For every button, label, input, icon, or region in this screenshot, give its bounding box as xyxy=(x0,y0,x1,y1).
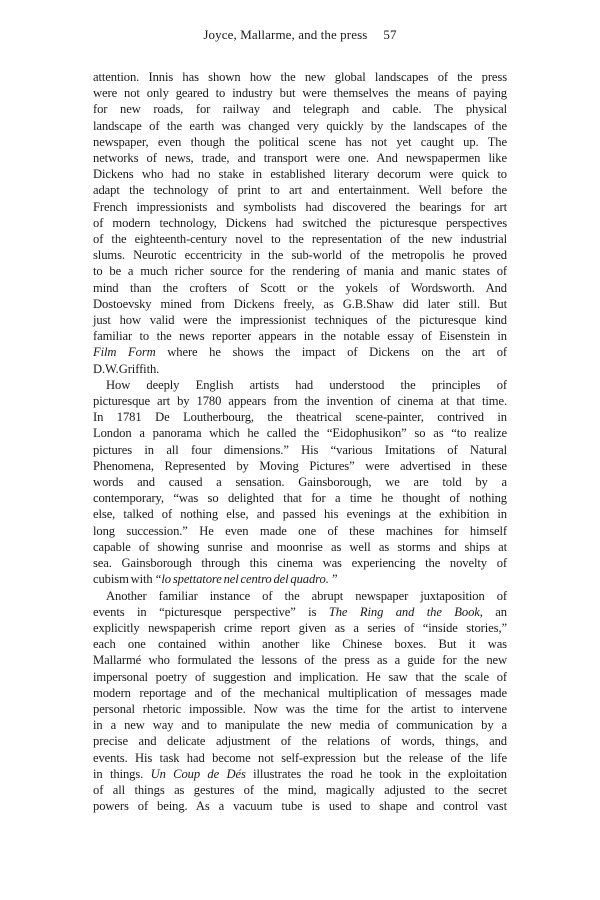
text-line xyxy=(93,442,507,458)
text-line xyxy=(93,361,507,377)
text-segment: impersonal poetry of suggestion and implication. He saw that the scale of xyxy=(93,669,507,684)
italic-text: Film Form xyxy=(93,345,156,360)
text-line xyxy=(93,182,507,198)
text-line xyxy=(93,458,507,474)
paragraph xyxy=(93,588,507,815)
text-segment: attention. Innis has shown how the new global landscapes of the press xyxy=(93,70,507,84)
text-line xyxy=(93,750,507,766)
text-line xyxy=(93,393,507,409)
text-line xyxy=(93,652,507,668)
text-segment: cubism with xyxy=(93,572,155,587)
text-segment: How deeply English artists had understood the principles of xyxy=(106,377,507,392)
text-line xyxy=(93,523,507,539)
text-line xyxy=(93,215,507,231)
text-line xyxy=(93,134,507,150)
text-segment: pictures in all four dimensions.” His “various Imitations of Natural xyxy=(93,442,507,457)
text-line xyxy=(93,701,507,717)
text-line xyxy=(93,766,507,782)
text-line xyxy=(93,166,507,182)
text-segment: for new roads, for railway and telegraph and cable. The physical xyxy=(93,102,507,117)
text-segment: landscape of the earth was changed very quickly by the landscapes of the xyxy=(93,118,507,133)
text-line xyxy=(93,425,507,441)
paragraph xyxy=(93,69,507,377)
text-line xyxy=(93,312,507,328)
text-line xyxy=(93,798,507,814)
text-segment: of the eighteenth-century novel to the representation of the new industrial xyxy=(93,232,507,247)
text-line xyxy=(93,199,507,215)
text-line xyxy=(93,69,507,85)
text-segment: explicitly newspaperish crime report given as a series of “inside stories,” xyxy=(93,620,507,635)
text-segment: events in “picturesque perspective” is xyxy=(93,604,329,619)
text-segment: mind than the crofters of Scott or the yokels of Wordsworth. And xyxy=(93,280,507,295)
paragraph xyxy=(93,377,507,588)
text-segment: sea. Gainsborough through this cinema was experiencing the novelty of xyxy=(93,556,507,571)
text-line xyxy=(93,344,507,360)
text-line xyxy=(93,604,507,620)
italic-text: The Ring and the Book xyxy=(328,604,480,619)
text-segment: events. His task had become not self-expression but the release of the life xyxy=(93,750,507,765)
page-body xyxy=(93,69,507,814)
text-line xyxy=(93,85,507,101)
text-segment: precise and delicate adjustment of the relations of words, things, and xyxy=(93,734,507,749)
text-segment: of all things as gestures of the mind, magically adjusted to the secret xyxy=(93,782,507,797)
text-segment: personal rhetoric impossible. Now was the time for the artist to intervene xyxy=(93,701,507,716)
text-segment: were not only geared to industry but were themselves the means of paying xyxy=(93,86,507,101)
text-segment: Another familiar instance of the abrupt newspaper juxtaposition of xyxy=(106,588,507,603)
text-segment: French impressionists and symbolists had discovered the bearings for art xyxy=(93,199,507,214)
text-line xyxy=(93,280,507,296)
text-line xyxy=(93,296,507,312)
text-line xyxy=(93,506,507,522)
text-segment: Mallarmé who formulated the lessons of the press as a guide for the new xyxy=(93,653,507,668)
text-segment: modern reportage and of the mechanical multiplication of messages made xyxy=(93,685,507,700)
text-line xyxy=(93,636,507,652)
text-segment: to be a much richer source for the rendering of mania and manic states of xyxy=(93,264,507,279)
text-segment: networks of news, trade, and transport were one. And newspapermen like xyxy=(93,151,507,166)
text-segment: illustrates the road he took in the exploitation xyxy=(245,766,507,781)
text-segment: , an xyxy=(479,604,507,619)
text-line xyxy=(93,118,507,134)
text-segment: long succession.” He even made one of these machines for himself xyxy=(93,523,507,538)
text-segment: Dostoevsky mined from Dickens freely, as G.B.Shaw did later still. But xyxy=(93,296,507,311)
text-segment: picturesque art by 1780 appears from the invention of cinema at that time. xyxy=(93,394,507,409)
italic-text: “lo spettatore nel centro del quadro. ” xyxy=(154,572,338,587)
text-segment: contemporary, “was so delighted that for a time he thought of nothing xyxy=(93,491,507,506)
italic-text: Un Coup de Dés xyxy=(150,766,246,781)
text-line xyxy=(93,409,507,425)
text-line xyxy=(93,474,507,490)
text-segment: in things. xyxy=(93,766,151,781)
text-segment: else, talked of nothing else, and passed his evenings at the exhibition in xyxy=(93,507,507,522)
text-segment: just how valid were the impressionist techniques of the picturesque kind xyxy=(93,313,507,328)
text-line xyxy=(93,571,507,587)
text-line xyxy=(93,620,507,636)
text-line xyxy=(93,263,507,279)
text-line xyxy=(93,555,507,571)
text-line xyxy=(93,733,507,749)
text-line xyxy=(93,490,507,506)
text-segment: slums. Neurotic eccentricity in the sub-world of the metropolis he proved xyxy=(93,248,507,263)
text-line xyxy=(93,247,507,263)
text-line xyxy=(93,101,507,117)
text-segment: newspaper, even though the political scene has not yet caught up. The xyxy=(93,134,507,149)
text-segment: each one contained within another like Chinese boxes. But it was xyxy=(93,637,507,652)
text-segment: capable of showing sunrise and moonrise as well as storms and ships at xyxy=(93,539,507,554)
text-line xyxy=(93,377,507,393)
text-line xyxy=(93,231,507,247)
text-segment: Phenomena, Represented by Moving Pictures” were advertised in these xyxy=(93,458,507,473)
text-line xyxy=(93,539,507,555)
text-segment: familiar to the news reporter appears in the notable essay of Eisenstein in xyxy=(93,329,507,344)
text-segment: London a panorama which he called the “Eidophusikon” so as “to realize xyxy=(93,426,507,441)
text-line xyxy=(93,328,507,344)
text-line xyxy=(93,685,507,701)
running-header-title: Joyce, Mallarme, and the press xyxy=(203,27,368,42)
text-line xyxy=(93,150,507,166)
text-segment: in a new way and to manipulate the new media of communication by a xyxy=(93,718,507,733)
page-number: 57 xyxy=(383,27,397,42)
text-segment: powers of being. As a vacuum tube is used to shape and control vast xyxy=(93,799,507,814)
text-segment: where he shows the impact of Dickens on the art of xyxy=(155,345,507,360)
text-segment: words and caused a sensation. Gainsborough, we are told by a xyxy=(93,475,507,490)
running-header xyxy=(93,27,507,43)
text-line xyxy=(93,669,507,685)
text-segment: In 1781 De Loutherbourg, the theatrical scene-painter, contrived in xyxy=(93,410,507,425)
text-segment: D.W.Griffith. xyxy=(93,361,160,376)
text-line xyxy=(93,782,507,798)
text-segment: of modern technology, Dickens had switched the picturesque perspectives xyxy=(93,215,507,230)
text-line xyxy=(93,588,507,604)
text-segment: Dickens who had no stake in established literary decorum were quick to xyxy=(93,167,507,182)
text-line xyxy=(93,717,507,733)
text-segment: adapt the technology of print to art and entertainment. Well before the xyxy=(93,183,507,198)
